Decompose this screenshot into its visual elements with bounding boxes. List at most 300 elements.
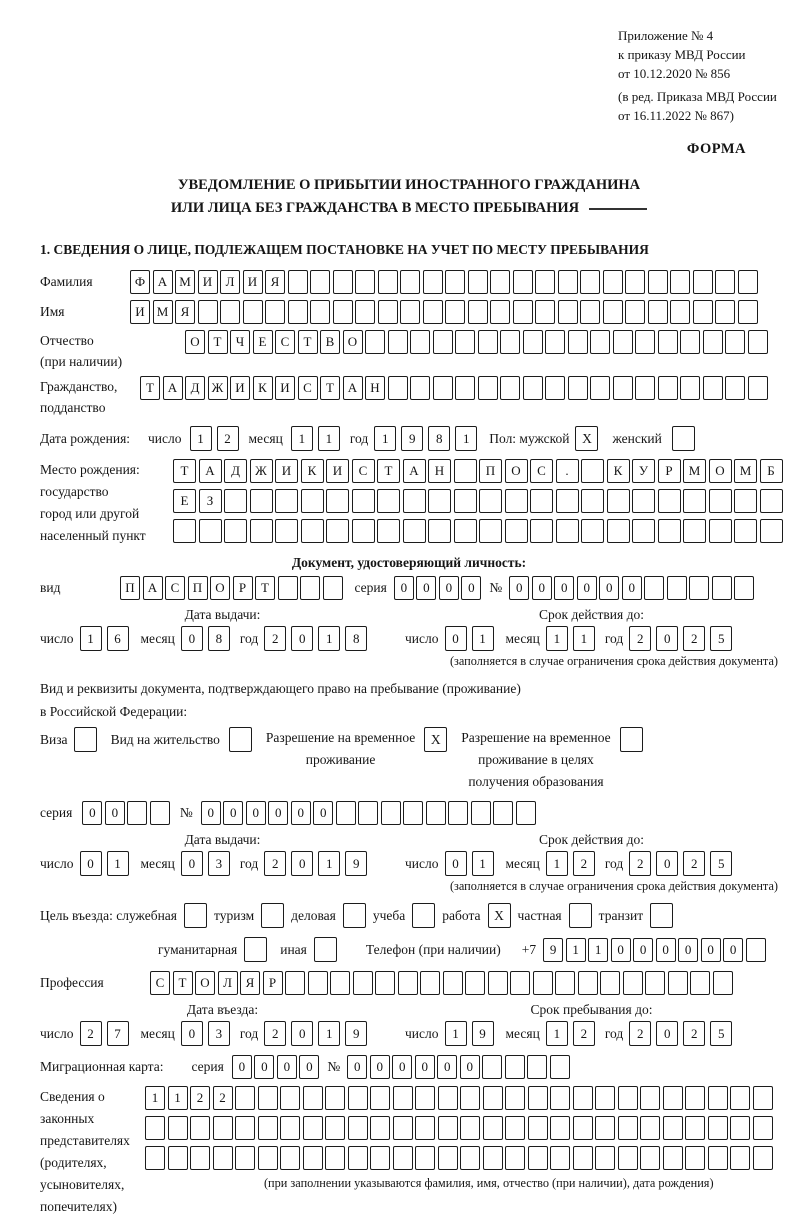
char-cell[interactable] [535, 270, 555, 294]
char-cell[interactable]: 0 [678, 938, 698, 962]
char-cell[interactable]: Я [240, 971, 260, 995]
char-cell[interactable] [258, 1086, 278, 1110]
char-cell[interactable] [680, 376, 700, 400]
char-cell[interactable]: Л [218, 971, 238, 995]
patronymic-cells[interactable] [185, 330, 768, 354]
char-cell[interactable] [528, 1086, 548, 1110]
char-cell[interactable] [488, 971, 508, 995]
char-cell[interactable] [288, 270, 308, 294]
residence-series-cells[interactable] [82, 801, 170, 825]
char-cell[interactable] [748, 376, 768, 400]
char-cell[interactable] [685, 1086, 705, 1110]
char-cell[interactable]: 2 [629, 1021, 651, 1046]
residence-valid-year-cells[interactable] [629, 851, 732, 876]
char-cell[interactable] [550, 1116, 570, 1140]
char-cell[interactable]: 0 [445, 626, 467, 651]
char-cell[interactable] [330, 971, 350, 995]
identity-number-cells[interactable] [509, 576, 754, 600]
char-cell[interactable]: 9 [472, 1021, 494, 1046]
char-cell[interactable] [550, 1146, 570, 1170]
char-cell[interactable] [738, 300, 758, 324]
char-cell[interactable]: О [195, 971, 215, 995]
char-cell[interactable]: 0 [656, 1021, 678, 1046]
char-cell[interactable]: 9 [345, 1021, 367, 1046]
char-cell[interactable]: 5 [710, 626, 732, 651]
char-cell[interactable] [703, 376, 723, 400]
char-cell[interactable] [378, 300, 398, 324]
char-cell[interactable]: Я [175, 300, 195, 324]
char-cell[interactable]: 1 [455, 426, 477, 451]
birth-place-cells-row3[interactable] [173, 519, 783, 543]
char-cell[interactable]: 0 [291, 1021, 313, 1046]
char-cell[interactable] [127, 801, 147, 825]
citizenship-cells[interactable] [140, 376, 768, 400]
char-cell[interactable]: 5 [710, 851, 732, 876]
char-cell[interactable]: Е [173, 489, 196, 513]
char-cell[interactable] [595, 1146, 615, 1170]
char-cell[interactable]: И [275, 376, 295, 400]
char-cell[interactable] [760, 519, 783, 543]
char-cell[interactable] [667, 576, 687, 600]
char-cell[interactable] [668, 971, 688, 995]
char-cell[interactable] [725, 330, 745, 354]
residence-number-cells[interactable] [201, 801, 536, 825]
char-cell[interactable] [580, 270, 600, 294]
char-cell[interactable] [613, 330, 633, 354]
char-cell[interactable] [355, 300, 375, 324]
entry-month-cells[interactable] [181, 1021, 230, 1046]
char-cell[interactable]: 0 [656, 626, 678, 651]
char-cell[interactable] [398, 971, 418, 995]
char-cell[interactable] [415, 1086, 435, 1110]
char-cell[interactable]: К [607, 459, 630, 483]
char-cell[interactable] [377, 489, 400, 513]
char-cell[interactable]: С [275, 330, 295, 354]
char-cell[interactable] [300, 576, 320, 600]
char-cell[interactable] [556, 489, 579, 513]
purpose-private-checkbox[interactable] [569, 903, 592, 928]
char-cell[interactable] [490, 270, 510, 294]
char-cell[interactable] [275, 489, 298, 513]
char-cell[interactable] [648, 300, 668, 324]
char-cell[interactable] [460, 1116, 480, 1140]
char-cell[interactable]: Ф [130, 270, 150, 294]
identity-series-cells[interactable] [394, 576, 482, 600]
char-cell[interactable] [709, 519, 732, 543]
char-cell[interactable] [428, 489, 451, 513]
char-cell[interactable] [433, 330, 453, 354]
char-cell[interactable]: 0 [105, 801, 125, 825]
char-cell[interactable] [607, 489, 630, 513]
char-cell[interactable]: А [343, 376, 363, 400]
char-cell[interactable] [645, 971, 665, 995]
char-cell[interactable]: М [175, 270, 195, 294]
char-cell[interactable]: 1 [168, 1086, 188, 1110]
char-cell[interactable] [400, 270, 420, 294]
char-cell[interactable] [438, 1146, 458, 1170]
char-cell[interactable] [595, 1116, 615, 1140]
char-cell[interactable] [590, 330, 610, 354]
char-cell[interactable]: А [403, 459, 426, 483]
char-cell[interactable] [403, 801, 423, 825]
char-cell[interactable]: Я [265, 270, 285, 294]
char-cell[interactable] [505, 1146, 525, 1170]
char-cell[interactable]: 7 [107, 1021, 129, 1046]
char-cell[interactable] [258, 1146, 278, 1170]
char-cell[interactable] [648, 270, 668, 294]
char-cell[interactable]: 0 [723, 938, 743, 962]
char-cell[interactable]: 8 [345, 626, 367, 651]
char-cell[interactable]: 0 [415, 1055, 435, 1079]
char-cell[interactable]: 1 [80, 626, 102, 651]
char-cell[interactable]: Б [760, 459, 783, 483]
char-cell[interactable] [573, 1146, 593, 1170]
char-cell[interactable] [275, 519, 298, 543]
char-cell[interactable]: М [734, 459, 757, 483]
char-cell[interactable] [455, 376, 475, 400]
char-cell[interactable]: 0 [232, 1055, 252, 1079]
char-cell[interactable]: В [320, 330, 340, 354]
char-cell[interactable]: Т [173, 971, 193, 995]
char-cell[interactable]: Ж [208, 376, 228, 400]
char-cell[interactable] [715, 270, 735, 294]
char-cell[interactable] [558, 270, 578, 294]
char-cell[interactable] [224, 489, 247, 513]
char-cell[interactable]: 1 [318, 626, 340, 651]
char-cell[interactable] [403, 519, 426, 543]
char-cell[interactable] [683, 519, 706, 543]
char-cell[interactable] [753, 1116, 773, 1140]
char-cell[interactable]: 2 [217, 426, 239, 451]
char-cell[interactable]: Т [320, 376, 340, 400]
char-cell[interactable] [658, 519, 681, 543]
char-cell[interactable] [500, 330, 520, 354]
char-cell[interactable]: К [301, 459, 324, 483]
char-cell[interactable]: 1 [546, 851, 568, 876]
char-cell[interactable] [618, 1116, 638, 1140]
char-cell[interactable] [403, 489, 426, 513]
char-cell[interactable] [443, 971, 463, 995]
char-cell[interactable]: 1 [588, 938, 608, 962]
char-cell[interactable] [607, 519, 630, 543]
char-cell[interactable] [479, 519, 502, 543]
char-cell[interactable] [533, 971, 553, 995]
char-cell[interactable]: С [352, 459, 375, 483]
profession-cells[interactable] [150, 971, 733, 995]
char-cell[interactable] [748, 330, 768, 354]
char-cell[interactable] [393, 1116, 413, 1140]
char-cell[interactable] [528, 1146, 548, 1170]
char-cell[interactable] [581, 459, 604, 483]
representatives-cells-row1[interactable] [145, 1086, 773, 1110]
char-cell[interactable] [725, 376, 745, 400]
char-cell[interactable] [168, 1146, 188, 1170]
char-cell[interactable] [173, 519, 196, 543]
char-cell[interactable]: Т [140, 376, 160, 400]
char-cell[interactable] [516, 801, 536, 825]
surname-cells[interactable] [130, 270, 758, 294]
char-cell[interactable] [235, 1146, 255, 1170]
char-cell[interactable] [348, 1146, 368, 1170]
char-cell[interactable] [632, 489, 655, 513]
birth-day-cells[interactable] [190, 426, 239, 451]
char-cell[interactable] [690, 971, 710, 995]
char-cell[interactable]: 0 [532, 576, 552, 600]
char-cell[interactable]: 2 [213, 1086, 233, 1110]
char-cell[interactable] [410, 330, 430, 354]
char-cell[interactable]: 1 [546, 1021, 568, 1046]
char-cell[interactable]: 2 [573, 1021, 595, 1046]
char-cell[interactable] [505, 1055, 525, 1079]
char-cell[interactable]: 2 [683, 851, 705, 876]
char-cell[interactable] [285, 971, 305, 995]
char-cell[interactable]: О [210, 576, 230, 600]
char-cell[interactable] [550, 1086, 570, 1110]
char-cell[interactable] [493, 801, 513, 825]
char-cell[interactable] [618, 1086, 638, 1110]
char-cell[interactable] [663, 1086, 683, 1110]
char-cell[interactable]: 1 [546, 626, 568, 651]
char-cell[interactable] [455, 330, 475, 354]
char-cell[interactable] [479, 489, 502, 513]
char-cell[interactable] [558, 300, 578, 324]
char-cell[interactable] [388, 330, 408, 354]
char-cell[interactable]: П [479, 459, 502, 483]
char-cell[interactable]: Р [263, 971, 283, 995]
char-cell[interactable]: И [243, 270, 263, 294]
char-cell[interactable]: 2 [683, 626, 705, 651]
char-cell[interactable]: М [683, 459, 706, 483]
char-cell[interactable] [370, 1146, 390, 1170]
char-cell[interactable]: 0 [268, 801, 288, 825]
char-cell[interactable] [753, 1146, 773, 1170]
char-cell[interactable]: А [163, 376, 183, 400]
char-cell[interactable] [288, 300, 308, 324]
char-cell[interactable] [454, 489, 477, 513]
char-cell[interactable]: 1 [318, 1021, 340, 1046]
char-cell[interactable]: 0 [461, 576, 481, 600]
stay-day-cells[interactable] [445, 1021, 494, 1046]
migration-number-cells[interactable] [347, 1055, 570, 1079]
purpose-tourism-checkbox[interactable] [261, 903, 284, 928]
char-cell[interactable] [527, 1055, 547, 1079]
char-cell[interactable]: 2 [264, 1021, 286, 1046]
char-cell[interactable]: Е [253, 330, 273, 354]
char-cell[interactable]: Т [298, 330, 318, 354]
char-cell[interactable] [365, 330, 385, 354]
char-cell[interactable]: 0 [554, 576, 574, 600]
char-cell[interactable]: 0 [246, 801, 266, 825]
char-cell[interactable] [370, 1116, 390, 1140]
char-cell[interactable]: 1 [291, 426, 313, 451]
char-cell[interactable] [145, 1146, 165, 1170]
char-cell[interactable]: 0 [437, 1055, 457, 1079]
char-cell[interactable] [708, 1116, 728, 1140]
char-cell[interactable] [734, 489, 757, 513]
char-cell[interactable] [568, 376, 588, 400]
char-cell[interactable]: 0 [370, 1055, 390, 1079]
char-cell[interactable] [454, 519, 477, 543]
char-cell[interactable] [623, 971, 643, 995]
char-cell[interactable]: 2 [264, 851, 286, 876]
char-cell[interactable]: 2 [573, 851, 595, 876]
char-cell[interactable] [746, 938, 766, 962]
char-cell[interactable]: 0 [439, 576, 459, 600]
char-cell[interactable] [693, 300, 713, 324]
char-cell[interactable]: 0 [656, 938, 676, 962]
char-cell[interactable] [545, 376, 565, 400]
char-cell[interactable] [198, 300, 218, 324]
char-cell[interactable] [471, 801, 491, 825]
char-cell[interactable] [573, 1116, 593, 1140]
sex-female-checkbox[interactable] [672, 426, 695, 451]
char-cell[interactable] [460, 1086, 480, 1110]
char-cell[interactable] [625, 300, 645, 324]
purpose-official-checkbox[interactable] [184, 903, 207, 928]
char-cell[interactable] [703, 330, 723, 354]
char-cell[interactable] [428, 519, 451, 543]
char-cell[interactable] [658, 330, 678, 354]
entry-year-cells[interactable] [264, 1021, 367, 1046]
char-cell[interactable]: О [343, 330, 363, 354]
char-cell[interactable]: 0 [291, 626, 313, 651]
char-cell[interactable] [635, 376, 655, 400]
char-cell[interactable]: 1 [190, 426, 212, 451]
char-cell[interactable] [581, 519, 604, 543]
char-cell[interactable] [523, 330, 543, 354]
representatives-cells-row3[interactable] [145, 1146, 773, 1170]
char-cell[interactable] [683, 489, 706, 513]
char-cell[interactable] [465, 971, 485, 995]
char-cell[interactable] [513, 300, 533, 324]
char-cell[interactable]: Т [255, 576, 275, 600]
char-cell[interactable] [500, 376, 520, 400]
char-cell[interactable] [433, 376, 453, 400]
char-cell[interactable] [581, 489, 604, 513]
char-cell[interactable] [580, 300, 600, 324]
char-cell[interactable] [663, 1116, 683, 1140]
char-cell[interactable] [760, 489, 783, 513]
char-cell[interactable] [145, 1116, 165, 1140]
char-cell[interactable]: 0 [82, 801, 102, 825]
char-cell[interactable] [734, 519, 757, 543]
char-cell[interactable] [590, 376, 610, 400]
purpose-study-checkbox[interactable] [412, 903, 435, 928]
char-cell[interactable] [483, 1116, 503, 1140]
char-cell[interactable] [738, 270, 758, 294]
char-cell[interactable] [670, 270, 690, 294]
char-cell[interactable] [355, 270, 375, 294]
char-cell[interactable] [730, 1086, 750, 1110]
representatives-cells-row2[interactable] [145, 1116, 773, 1140]
char-cell[interactable] [685, 1116, 705, 1140]
char-cell[interactable] [310, 300, 330, 324]
char-cell[interactable] [595, 1086, 615, 1110]
char-cell[interactable]: П [120, 576, 140, 600]
char-cell[interactable] [150, 801, 170, 825]
char-cell[interactable]: Т [173, 459, 196, 483]
char-cell[interactable]: 0 [223, 801, 243, 825]
char-cell[interactable] [490, 300, 510, 324]
char-cell[interactable]: И [230, 376, 250, 400]
char-cell[interactable] [420, 971, 440, 995]
char-cell[interactable] [301, 489, 324, 513]
char-cell[interactable] [658, 489, 681, 513]
char-cell[interactable]: 2 [264, 626, 286, 651]
char-cell[interactable] [438, 1116, 458, 1140]
char-cell[interactable] [410, 376, 430, 400]
char-cell[interactable]: И [275, 459, 298, 483]
char-cell[interactable]: 2 [190, 1086, 210, 1110]
char-cell[interactable] [625, 270, 645, 294]
char-cell[interactable] [613, 376, 633, 400]
char-cell[interactable] [333, 270, 353, 294]
migration-series-cells[interactable] [232, 1055, 320, 1079]
char-cell[interactable] [224, 519, 247, 543]
char-cell[interactable] [280, 1116, 300, 1140]
char-cell[interactable] [303, 1086, 323, 1110]
char-cell[interactable] [468, 270, 488, 294]
char-cell[interactable] [348, 1086, 368, 1110]
char-cell[interactable]: Т [377, 459, 400, 483]
char-cell[interactable] [708, 1086, 728, 1110]
char-cell[interactable] [278, 576, 298, 600]
char-cell[interactable]: 0 [509, 576, 529, 600]
char-cell[interactable]: У [632, 459, 655, 483]
char-cell[interactable] [556, 519, 579, 543]
entry-day-cells[interactable] [80, 1021, 129, 1046]
char-cell[interactable] [393, 1086, 413, 1110]
char-cell[interactable] [336, 801, 356, 825]
purpose-humanitarian-checkbox[interactable] [244, 937, 267, 962]
char-cell[interactable] [235, 1116, 255, 1140]
char-cell[interactable]: 0 [622, 576, 642, 600]
char-cell[interactable] [250, 519, 273, 543]
char-cell[interactable] [730, 1146, 750, 1170]
char-cell[interactable]: Ч [230, 330, 250, 354]
char-cell[interactable] [505, 519, 528, 543]
char-cell[interactable] [348, 1116, 368, 1140]
identity-issue-day-cells[interactable] [80, 626, 129, 651]
char-cell[interactable]: 1 [374, 426, 396, 451]
char-cell[interactable] [468, 300, 488, 324]
char-cell[interactable] [482, 1055, 502, 1079]
char-cell[interactable] [640, 1146, 660, 1170]
char-cell[interactable] [326, 519, 349, 543]
char-cell[interactable]: 0 [701, 938, 721, 962]
char-cell[interactable] [168, 1116, 188, 1140]
char-cell[interactable] [632, 519, 655, 543]
char-cell[interactable] [530, 519, 553, 543]
residence-valid-month-cells[interactable] [546, 851, 595, 876]
char-cell[interactable] [640, 1116, 660, 1140]
char-cell[interactable]: А [199, 459, 222, 483]
char-cell[interactable]: И [130, 300, 150, 324]
char-cell[interactable] [325, 1086, 345, 1110]
char-cell[interactable] [352, 489, 375, 513]
char-cell[interactable]: Т [208, 330, 228, 354]
char-cell[interactable]: 1 [318, 426, 340, 451]
birth-place-cells-row2[interactable] [173, 489, 783, 513]
char-cell[interactable]: 2 [80, 1021, 102, 1046]
char-cell[interactable]: 0 [599, 576, 619, 600]
char-cell[interactable]: С [298, 376, 318, 400]
char-cell[interactable]: 0 [633, 938, 653, 962]
char-cell[interactable] [445, 270, 465, 294]
char-cell[interactable] [323, 576, 343, 600]
char-cell[interactable]: С [165, 576, 185, 600]
char-cell[interactable] [528, 1116, 548, 1140]
